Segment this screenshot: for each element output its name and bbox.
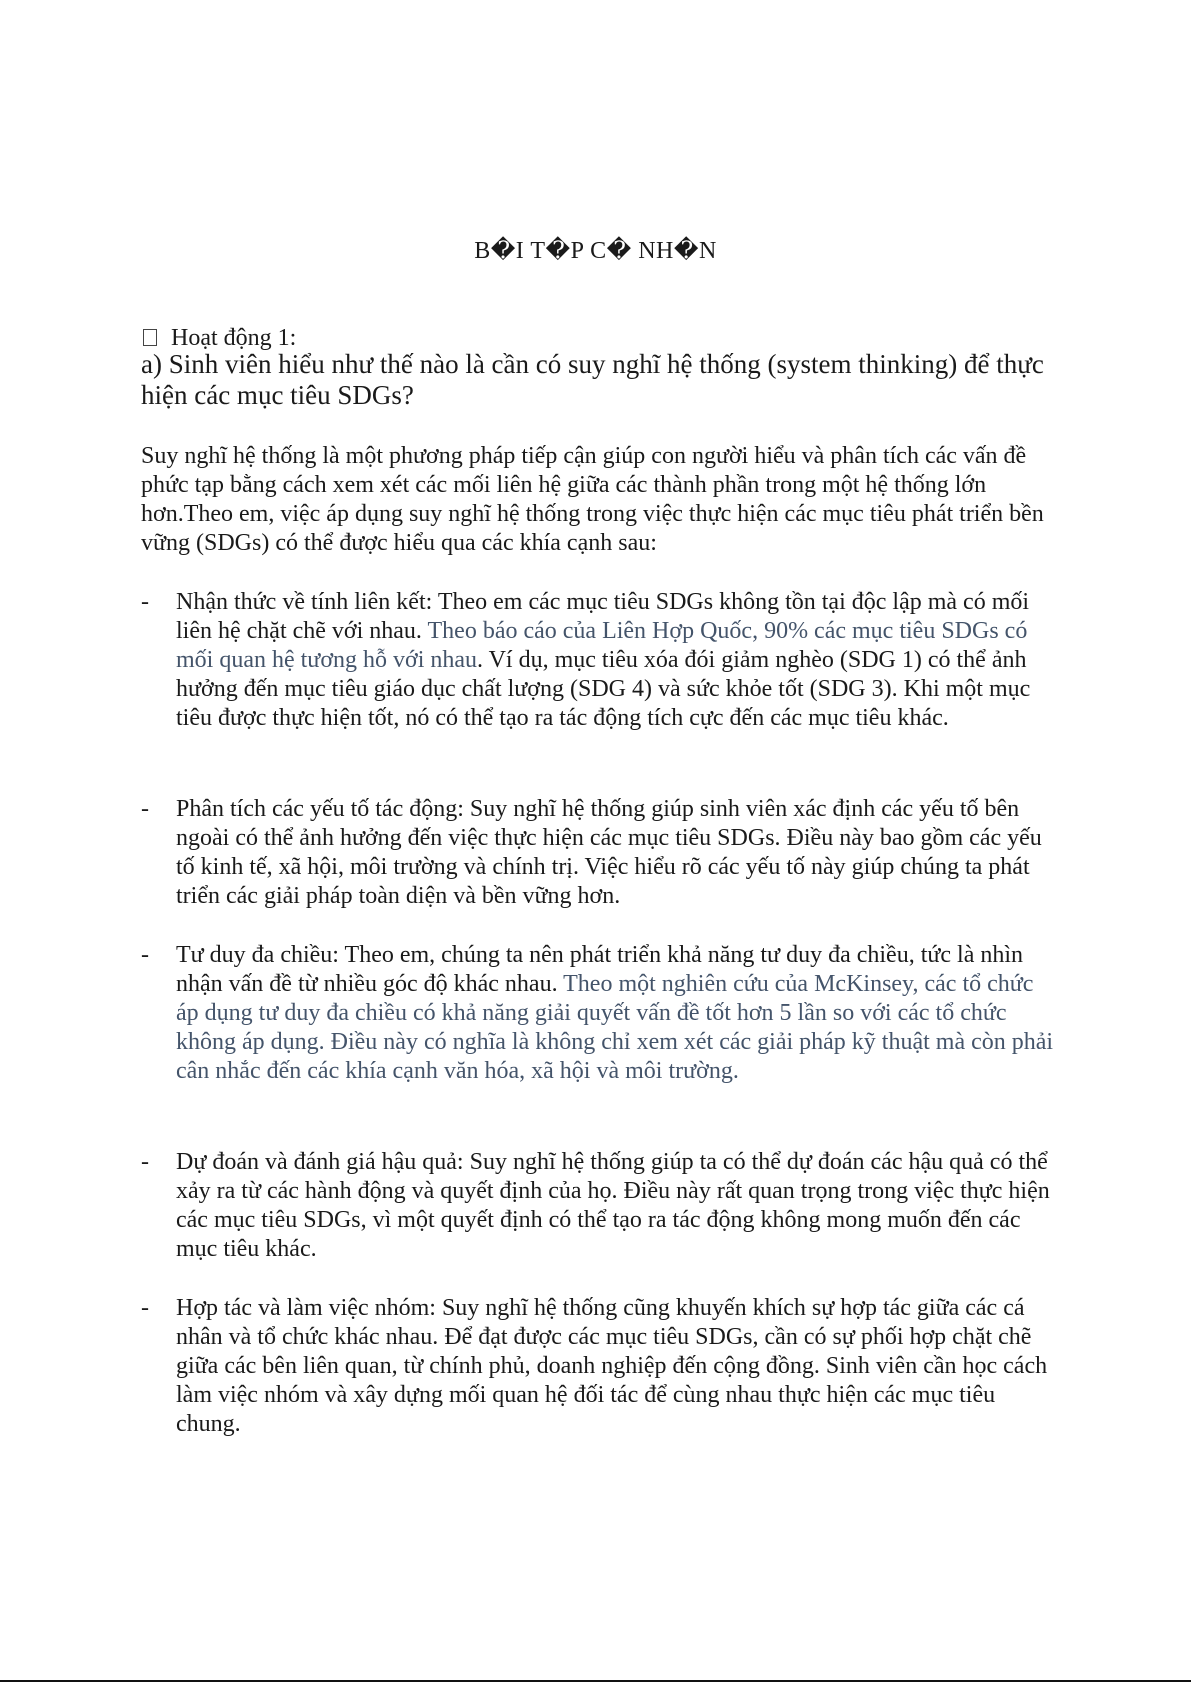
bullet-text [176,588,1061,733]
intro-paragraph: Suy nghĩ hệ thống là một phương pháp tiếp cận giúp con người hiểu và phân tích các vấn đề phức tạp bằng cách xem xét các mối liên hệ giữa các thành phần trong một hệ thống lớn hơn.Theo em, việc áp dụng suy nghĩ hệ thống trong việc thực hiện các mục tiêu phát triển bền vững (SDGs) có thể được hiểu qua các khía cạnh sau: [141,443,1044,556]
bullet-dash: - [141,796,149,822]
activity-heading [143,325,296,352]
highlighted-text: Theo một nghiên cứu của McKinsey, các tổ chức áp dụng tư duy đa chiều có khả năng giải quyết vấn đề tốt hơn 5 lần so với các tổ chức không áp dụng. Điều này có nghĩa là không chỉ xem xét các giải pháp kỹ thuật mà còn phải cân nhắc đến các khía cạnh văn hóa, xã hội và môi trường. [176,971,1054,1084]
bullet-dash: - [141,1149,149,1175]
bullet-dash: - [141,942,149,968]
list-item [141,588,1061,733]
bullet-text [176,1294,1061,1439]
bullet-text-part: Dự đoán và đánh giá hậu quả: Suy nghĩ hệ thống giúp ta có thể dự đoán các hậu quả có thể xảy ra từ các hành động và quyết định của họ. Điều này rất quan trọng trong việc thực hiện các mục tiêu SDGs, vì một quyết định có thể tạo ra tác động không mong muốn đến các mục tiêu khác. [176,1149,1050,1262]
bullet-text-part: Hợp tác và làm việc nhóm: Suy nghĩ hệ thống cũng khuyến khích sự hợp tác giữa các cá nhân và tổ chức khác nhau. Để đạt được các mục tiêu SDGs, cần có sự phối hợp chặt chẽ giữa các bên liên quan, từ chính phủ, doanh nghiệp đến cộng đồng. Sinh viên cần học cách làm việc nhóm và xây dựng mối quan hệ đối tác để cùng nhau thực hiện các mục tiêu chung. [176,1295,1048,1437]
checkbox-glyph-icon [143,329,157,346]
question-text: a) Sinh viên hiểu như thế nào là cần có suy nghĩ hệ thống (system thinking) để thực hiện các mục tiêu SDGs? [141,349,1044,410]
list-item [141,941,1061,1086]
bullet-text [176,795,1061,911]
bullet-text-part: . Ví dụ, mục tiêu xóa đói giảm nghèo (SDG 1) có thể ảnh hưởng đến mục tiêu giáo dục chất lượng (SDG 4) và sức khỏe tốt (SDG 3). Khi một mục tiêu được thực hiện tốt, nó có thể tạo ra tác động tích cực đến các mục tiêu khác. [176,647,1031,731]
highlighted-text: Theo báo cáo của Liên Hợp Quốc, 90% các mục tiêu SDGs có mối quan hệ tương hỗ với nhau [176,618,1028,673]
bullet-text-part: Nhận thức về tính liên kết: Theo em các mục tiêu SDGs không tồn tại độc lập mà có mối liên hệ chặt chẽ với nhau. [176,589,1030,644]
activity-label: Hoạt động 1: [171,325,297,351]
bullet-text-part: Tư duy đa chiều: Theo em, chúng ta nên phát triển khả năng tư duy đa chiều, tức là nhìn nhận vấn đề từ nhiều góc độ khác nhau. [176,942,1024,997]
bullet-dash: - [141,1295,149,1321]
list-item [141,1294,1061,1439]
list-item [141,1148,1061,1264]
bullet-dash: - [141,589,149,615]
bullet-text [176,1148,1061,1264]
page-bottom-border [0,1680,1191,1682]
bullet-text [176,941,1061,1086]
list-item [141,795,1061,911]
page-title: B�I T�P C� NH�N [474,238,717,264]
bullet-text-part: Phân tích các yếu tố tác động: Suy nghĩ hệ thống giúp sinh viên xác định các yếu tố bên ngoài có thể ảnh hưởng đến việc thực hiện các mục tiêu SDGs. Điều này bao gồm các yếu tố kinh tế, xã hội, môi trường và chính trị. Việc hiểu rõ các yếu tố này giúp chúng ta phát triển các giải pháp toàn diện và bền vững hơn. [176,796,1042,909]
